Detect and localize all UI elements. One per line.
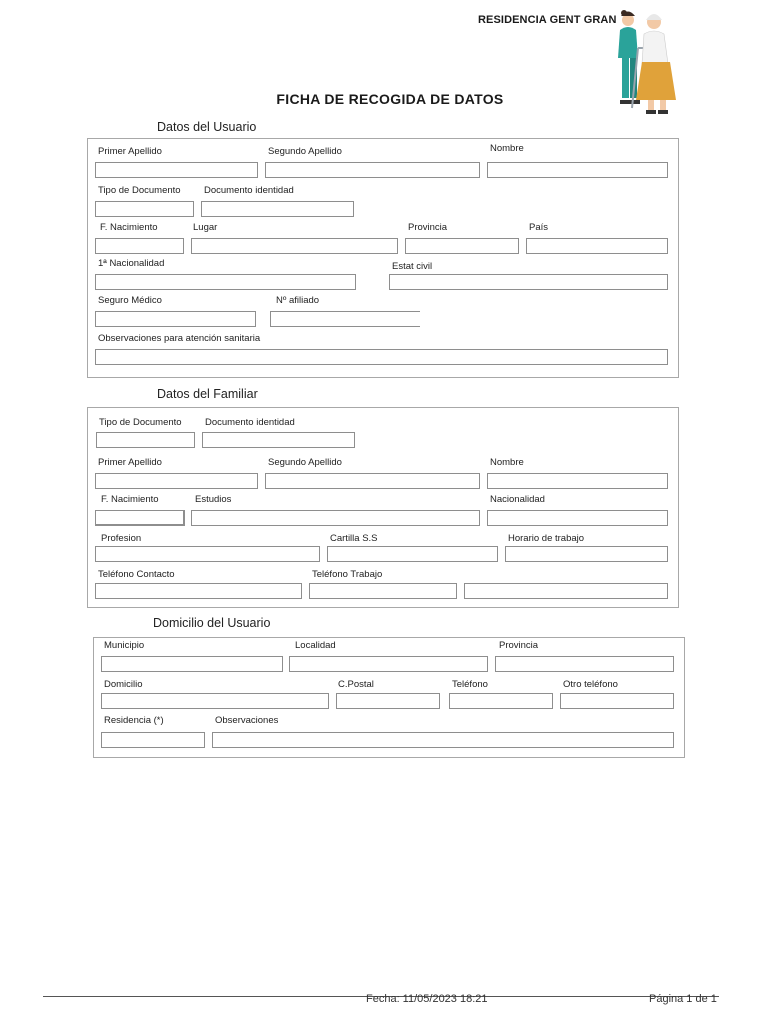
input-domicilio-provincia[interactable] (495, 656, 674, 672)
label-familiar-primer-apellido: Primer Apellido (98, 457, 162, 468)
input-primer-apellido[interactable] (95, 162, 258, 178)
input-provincia[interactable] (405, 238, 519, 254)
input-municipio[interactable] (101, 656, 283, 672)
brand-name: RESIDENCIA GENT GRAN (478, 14, 617, 26)
input-tipo-documento[interactable] (95, 201, 194, 217)
input-familiar-documento-identidad[interactable] (202, 432, 355, 448)
section-title-familiar: Datos del Familiar (157, 387, 258, 401)
label-n-afiliado: Nº afiliado (276, 295, 320, 306)
input-nacionalidad[interactable] (95, 274, 356, 290)
input-familiar-telefono-extra[interactable] (464, 583, 668, 599)
label-familiar-documento-identidad: Documento identidad (205, 417, 295, 428)
label-documento-identidad: Documento identidad (204, 185, 294, 196)
input-domicilio-observaciones[interactable] (212, 732, 674, 748)
input-observaciones-sanitaria[interactable] (95, 349, 668, 365)
label-estat-civil: Estat civil (392, 261, 433, 272)
label-familiar-horario: Horario de trabajo (508, 533, 585, 544)
label-f-nacimiento: F. Nacimiento (100, 222, 158, 233)
label-cpostal: C.Postal (338, 679, 374, 690)
input-lugar[interactable] (191, 238, 398, 254)
label-domicilio: Domicilio (104, 679, 143, 690)
label-tipo-documento: Tipo de Documento (98, 185, 181, 196)
input-familiar-cartilla[interactable] (327, 546, 498, 562)
input-telefono[interactable] (449, 693, 553, 709)
label-pais: País (529, 222, 549, 233)
input-documento-identidad[interactable] (201, 201, 354, 217)
input-cpostal[interactable] (336, 693, 440, 709)
input-residencia[interactable] (101, 732, 205, 748)
footer-pagina: Página 1 de 1 (649, 993, 717, 1005)
input-nombre[interactable] (487, 162, 668, 178)
label-municipio: Municipio (104, 640, 145, 651)
label-domicilio-provincia: Provincia (499, 640, 539, 651)
label-observaciones-sanitaria: Observaciones para atención sanitaria (98, 333, 261, 344)
input-familiar-tipo-documento[interactable] (96, 432, 195, 448)
label-familiar-nacionalidad: Nacionalidad (490, 494, 545, 505)
input-domicilio[interactable] (101, 693, 329, 709)
label-nombre: Nombre (490, 143, 524, 154)
input-familiar-estudios[interactable] (191, 510, 480, 526)
input-familiar-telefono-contacto[interactable] (95, 583, 302, 599)
input-familiar-profesion[interactable] (95, 546, 320, 562)
input-familiar-segundo-apellido[interactable] (265, 473, 480, 489)
label-seguro-medico: Seguro Médico (98, 295, 162, 306)
label-telefono: Teléfono (452, 679, 488, 690)
input-n-afiliado[interactable] (270, 311, 420, 327)
label-familiar-telefono-contacto: Teléfono Contacto (98, 569, 175, 580)
label-primer-apellido: Primer Apellido (98, 146, 162, 157)
label-provincia: Provincia (408, 222, 448, 233)
input-familiar-nombre[interactable] (487, 473, 668, 489)
footer-fecha: Fecha: 11/05/2023 18:21 (366, 993, 488, 1005)
label-familiar-profesion: Profesion (101, 533, 142, 544)
label-lugar: Lugar (193, 222, 218, 233)
input-otro-telefono[interactable] (560, 693, 674, 709)
label-familiar-segundo-apellido: Segundo Apellido (268, 457, 342, 468)
label-familiar-cartilla: Cartilla S.S (330, 533, 378, 544)
input-segundo-apellido[interactable] (265, 162, 480, 178)
label-familiar-estudios: Estudios (195, 494, 232, 505)
label-familiar-f-nacimiento: F. Nacimiento (101, 494, 159, 505)
input-familiar-nacionalidad[interactable] (487, 510, 668, 526)
label-segundo-apellido: Segundo Apellido (268, 146, 342, 157)
label-nacionalidad: 1ª Nacionalidad (98, 258, 165, 269)
label-residencia: Residencia (*) (104, 715, 164, 726)
label-localidad: Localidad (295, 640, 336, 651)
label-familiar-tipo-documento: Tipo de Documento (99, 417, 182, 428)
input-pais[interactable] (526, 238, 668, 254)
label-familiar-telefono-trabajo: Teléfono Trabajo (312, 569, 383, 580)
input-familiar-horario[interactable] (505, 546, 668, 562)
input-familiar-f-nacimiento[interactable] (95, 510, 185, 526)
input-estat-civil[interactable] (389, 274, 668, 290)
label-domicilio-observaciones: Observaciones (215, 715, 279, 726)
form-title: FICHA DE RECOGIDA DE DATOS (276, 91, 504, 107)
section-title-domicilio: Domicilio del Usuario (153, 616, 271, 630)
input-f-nacimiento[interactable] (95, 238, 184, 254)
input-localidad[interactable] (289, 656, 488, 672)
label-otro-telefono: Otro teléfono (563, 679, 618, 690)
section-title-usuario: Datos del Usuario (157, 120, 257, 134)
input-seguro-medico[interactable] (95, 311, 256, 327)
input-familiar-telefono-trabajo[interactable] (309, 583, 457, 599)
label-familiar-nombre: Nombre (490, 457, 524, 468)
input-familiar-primer-apellido[interactable] (95, 473, 258, 489)
